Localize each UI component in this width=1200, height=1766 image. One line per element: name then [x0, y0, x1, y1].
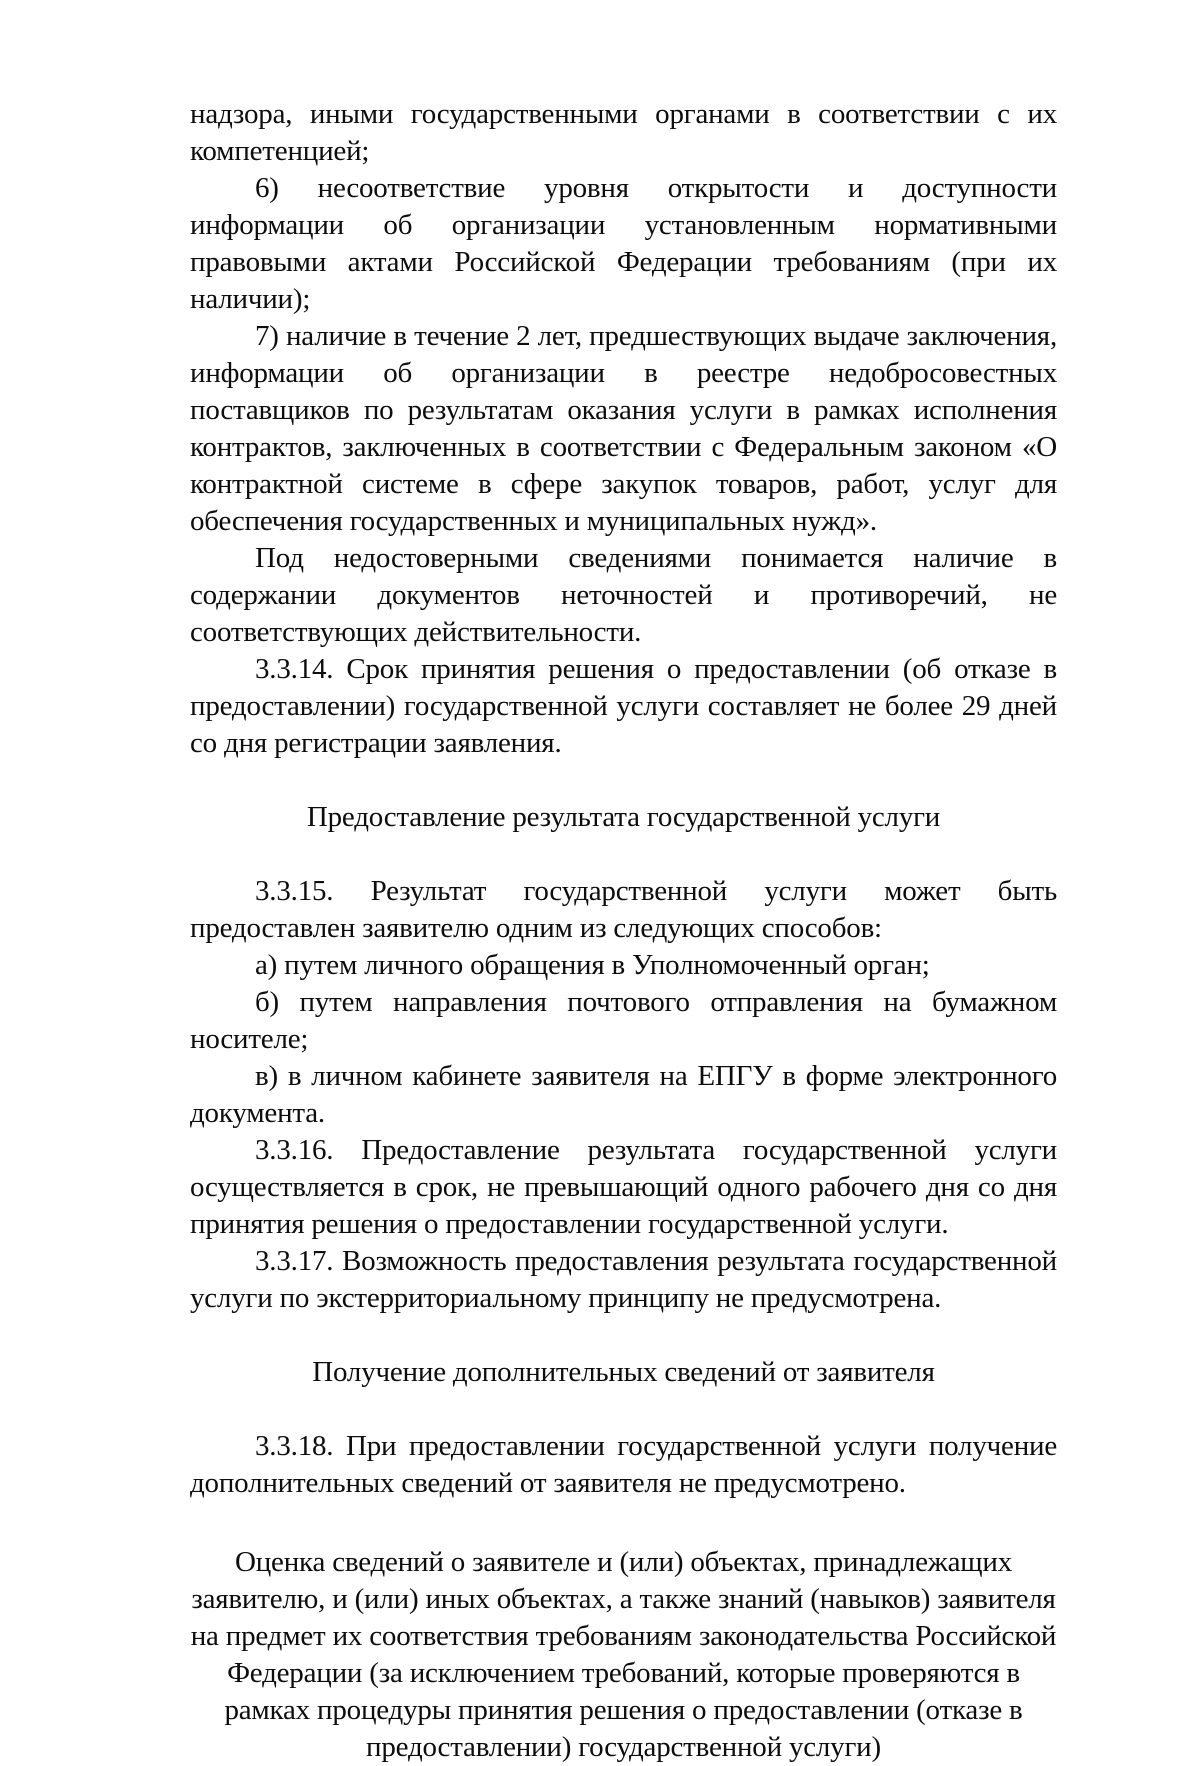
section-heading-assessment: Оценка сведений о заявителе и (или) объектах, принадлежащих заявителю, и (или) иных объектах, а также знаний (навыков) заявителя на предмет их соответствия требованиям законодательства Российской Федерации (за исключением требований, которые проверяются в рамках процедуры принятия решения о предоставлении (отказе в предоставлении) государственной услуги)	[190, 1546, 1057, 1763]
paragraph-item-7: 7) наличие в течение 2 лет, предшествующих выдаче заключения, информации об организации в реестре недобросовестных поставщиков по результатам оказания услуги в рамках исполнения контрактов, заключенных в соответствии с Федеральным законом «О контрактной системе в сфере закупок товаров, работ, услуг для обеспечения государственных и муниципальных нужд».	[190, 320, 1057, 537]
paragraph-3-3-16: 3.3.16. Предоставление результата государственной услуги осуществляется в срок, не превышающий одного рабочего дня со дня принятия решения о предоставлении государственной услуги.	[190, 1134, 1057, 1240]
paragraph-continuation-supervision: надзора, иными государственными органами в соответствии с их компетенцией;	[190, 98, 1057, 167]
paragraph-option-a: а) путем личного обращения в Уполномоченный орган;	[255, 949, 930, 981]
section-heading-additional-information: Получение дополнительных сведений от заявителя	[312, 1356, 935, 1388]
paragraph-option-v: в) в личном кабинете заявителя на ЕПГУ в форме электронного документа.	[190, 1060, 1057, 1129]
paragraph-option-b: б) путем направления почтового отправления на бумажном носителе;	[190, 986, 1057, 1055]
paragraph-item-6: 6) несоответствие уровня открытости и доступности информации об организации установленным нормативными правовыми актами Российской Федерации требованиям (при их наличии);	[190, 172, 1057, 315]
paragraph-3-3-15: 3.3.15. Результат государственной услуги может быть предоставлен заявителю одним из следующих способов:	[190, 875, 1057, 944]
paragraph-unreliable-information-definition: Под недостоверными сведениями понимается наличие в содержании документов неточностей и противоречий, не соответствующих действительности.	[190, 542, 1057, 648]
paragraph-3-3-17: 3.3.17. Возможность предоставления результата государственной услуги по экстерриториальному принципу не предусмотрена.	[190, 1245, 1057, 1314]
paragraph-3-3-18: 3.3.18. При предоставлении государственной услуги получение дополнительных сведений от заявителя не предусмотрено.	[190, 1430, 1057, 1499]
paragraph-3-3-14: 3.3.14. Срок принятия решения о предоставлении (об отказе в предоставлении) государственной услуги составляет не более 29 дней со дня регистрации заявления.	[190, 653, 1057, 759]
section-heading-result-delivery: Предоставление результата государственной услуги	[306, 801, 941, 833]
